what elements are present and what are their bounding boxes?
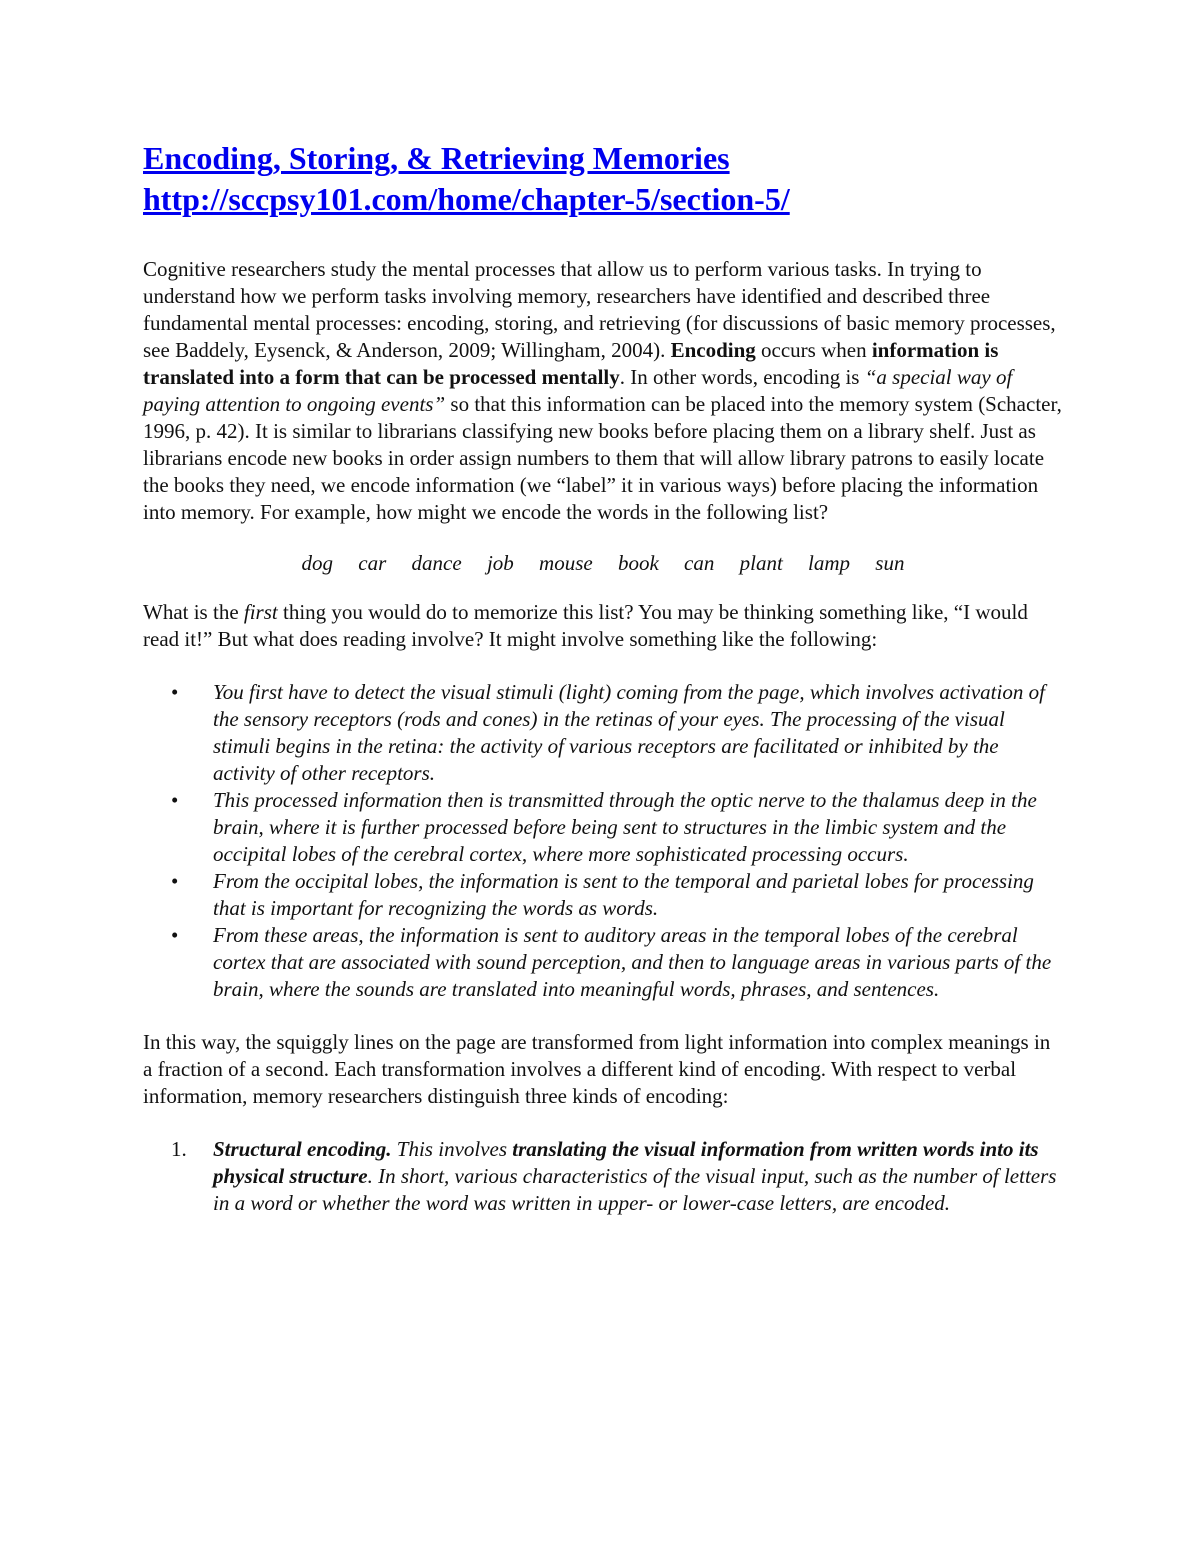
list-number: 1. (171, 1137, 187, 1161)
bullet-icon: • (171, 788, 179, 812)
reading-paragraph (143, 599, 1063, 653)
word-list (143, 550, 1063, 577)
kind-title: Structural encoding. (213, 1137, 392, 1161)
list-item (171, 679, 1063, 787)
intro-text-4: so that this information can be placed into the memory system (Schacter, 1996, p. 42). It is similar to librarians classifying new books before placing them on a library shelf. Just as librarians encode new books in order assign numbers to them that will allow library patrons to easily locate the books they need, we encode information (we “label” it in various ways) before placing the information into memory. For example, how might we encode the words in the following list? (143, 392, 1062, 524)
intro-text-2: occurs when (755, 338, 872, 362)
kind-bold-definition: translating the visual information from written words into its physical structure (213, 1137, 1039, 1188)
list-item (171, 1136, 1063, 1217)
word-item: lamp (808, 551, 851, 575)
intro-bold-encoding: Encoding (670, 338, 756, 362)
reading-italic-first: first (243, 600, 278, 624)
word-item: can (684, 551, 715, 575)
reading-text-2: thing you would do to memorize this list? You may be thinking something like, “I would read it!” But what does reading involve? It might involve something like the following: (143, 600, 1028, 651)
word-item: book (617, 551, 659, 575)
word-item: car (358, 551, 387, 575)
transformation-paragraph: In this way, the squiggly lines on the page are transformed from light information into complex meanings in a fraction of a second. Each transformation involves a different kind of encoding. With respect to verbal information, memory researchers distinguish three kinds of encoding: (143, 1030, 1051, 1108)
intro-italic-quote: “a special way of paying attention to ongoing events” (143, 365, 1013, 416)
list-item (171, 922, 1063, 1003)
list-item (171, 787, 1063, 868)
word-item: dog (301, 551, 334, 575)
intro-bold-definition: information is translated into a form that can be processed mentally (143, 338, 999, 389)
word-item: plant (739, 551, 783, 575)
word-item: mouse (539, 551, 593, 575)
encoding-kinds-list (143, 1136, 1063, 1217)
document-page (143, 138, 1063, 1217)
list-item-text: This processed information then is transmitted through the optic nerve to the thalamus deep in the brain, where it is further processed before being sent to structures in the limbic system and the occipital lobes of the cerebral cortex, where more sophisticated processing occurs. (213, 788, 1037, 866)
intro-paragraph (143, 256, 1063, 526)
word-item: job (486, 551, 514, 575)
source-url-link[interactable]: http://sccpsy101.com/home/chapter-5/section-5/ (143, 181, 790, 217)
list-item-text: You first have to detect the visual stimuli (light) coming from the page, which involves activation of the sensory receptors (rods and cones) in the retinas of your eyes. The processing of the visual stimuli begins in the retina: the activity of various receptors are facilitated or inhibited by the activity of other receptors. (213, 680, 1045, 785)
reading-text-1: What is the (143, 600, 244, 624)
title-link[interactable]: Encoding, Storing, & Retrieving Memories (143, 140, 730, 176)
page-title (143, 138, 1063, 220)
word-item: sun (875, 551, 905, 575)
bullet-icon: • (171, 869, 179, 893)
list-item-text: From these areas, the information is sent to auditory areas in the temporal lobes of the cerebral cortex that are associated with sound perception, and then to language areas in various parts of the brain, where the sounds are translated into meaningful words, phrases, and sentences. (213, 923, 1052, 1001)
list-item (171, 868, 1063, 922)
bullet-icon: • (171, 680, 179, 704)
word-item: dance (411, 551, 462, 575)
intro-text-3: . In other words, encoding is (619, 365, 865, 389)
kind-text-1: This involves (391, 1137, 513, 1161)
list-item-text: From the occipital lobes, the information is sent to the temporal and parietal lobes for processing that is important for recognizing the words as words. (213, 869, 1034, 920)
intro-text-1: Cognitive researchers study the mental processes that allow us to perform various tasks. In trying to understand how we perform tasks involving memory, researchers have identified and described three fundamental mental processes: encoding, storing, and retrieving (for discussions of basic memory processes, see Baddely, Eysenck, & Anderson, 2009; Willingham, 2004). (143, 257, 1056, 362)
kind-text-2: . In short, various characteristics of the visual input, such as the number of letters in a word or whether the word was written in upper- or lower-case letters, are encoded. (213, 1164, 1057, 1215)
bullet-icon: • (171, 923, 179, 947)
reading-steps-list (143, 679, 1063, 1003)
